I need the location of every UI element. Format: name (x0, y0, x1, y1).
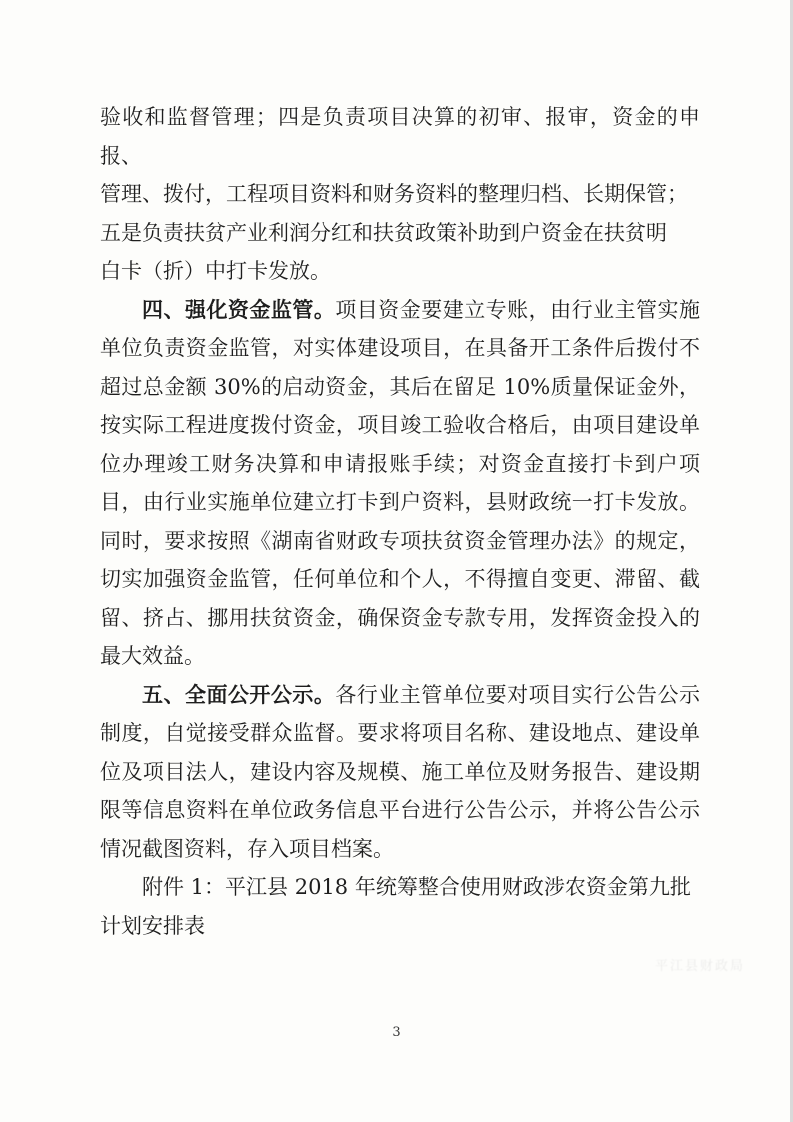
attachment-title-continued: 计划安排表 (100, 913, 205, 938)
section-5-text: 各行业主管单位要对项目实行公告公示制度，自觉接受群众监督。要求将项目名称、建设地点、建设单位及项目法人，建设内容及规模、施工单位及财务报告、建设期限等信息资料在单位政务信息平台进行公告公示，并将公告公示情况截图资料，存入项目档案。 (100, 682, 701, 861)
paragraph-line: 管理、拨付，工程项目资料和财务资料的整理归档、长期保管； (100, 182, 688, 206)
attachment-title: 附件 1：平江县 2018 年统筹整合使用财政涉农资金第九批 (142, 875, 691, 899)
paragraph-line: 白卡（折）中打卡发放。 (100, 259, 331, 283)
paragraph-line: 五是负责扶贫产业利润分红和扶贫政策补助到户资金在扶贫明 (100, 220, 667, 245)
section-5-heading: 五、全面公开公示。 (142, 682, 336, 707)
document-body (100, 98, 700, 945)
section-4-text: 项目资金要建立专账，由行业主管实施单位负责资金监管，对实体建设项目，在具备开工条件后拨付不超过总金额 30%的启动资金，其后在留足 10%质量保证金外，按实际工程进度拨付资金，项目竣工验收合格后，由项目建设单位办理竣工财务决算和申请报账手续；对资金直接打卡到户项目，由行业实施单位建立打卡到户资料，县财政统一打卡发放。同时，要求按照《湖南省财政专项扶贫资金管理办法》的规定，切实加强资金监管，任何单位和个人，不得擅自变更、滞留、截留、挤占、挪用扶贫资金，确保资金专款专用，发挥资金投入的最大效益。 (100, 297, 701, 668)
section-4-heading: 四、强化资金监管。 (142, 297, 336, 322)
paragraph-line: 验收和监督管理；四是负责项目决算的初审、报审，资金的申报、 (100, 105, 700, 168)
section-4-paragraph (100, 291, 700, 676)
page-number: 3 (392, 1025, 401, 1040)
bleed-through-text: 平江县财政局 (655, 959, 746, 974)
section-5-paragraph (100, 676, 700, 869)
